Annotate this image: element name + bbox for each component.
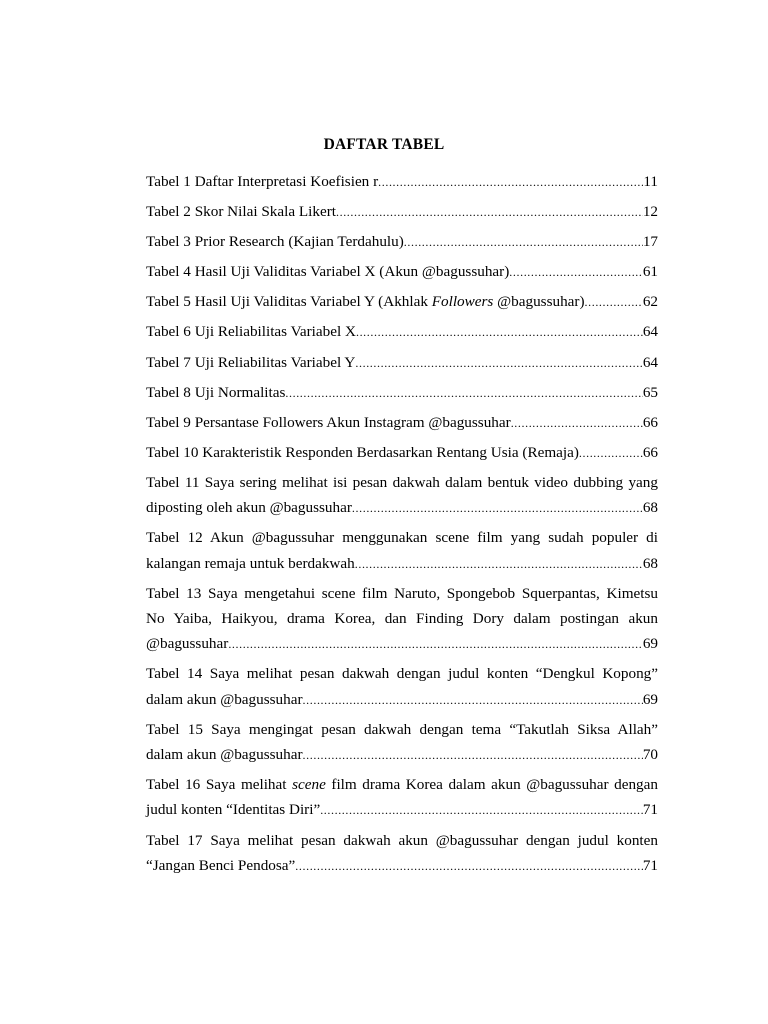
list-item <box>146 440 658 465</box>
entry-page: 68 <box>642 499 658 517</box>
entry-label-line1: Tabel 17 Saya melihat pesan dakwah akun @bagussuhar dengan judul konten <box>146 831 658 849</box>
list-item <box>146 259 658 284</box>
dot-leader <box>285 381 642 406</box>
dot-leader <box>352 496 643 521</box>
list-item <box>146 661 658 712</box>
list-item <box>146 380 658 405</box>
entry-label: Tabel 3 Prior Research (Kajian Terdahulu) <box>146 233 404 251</box>
entry-label-part: Tabel 5 Hasil Uji Validitas Variabel Y (Akhlak <box>146 293 432 311</box>
dot-leader <box>355 552 643 577</box>
entry-label-line2: judul konten “Identitas Diri” <box>146 801 321 819</box>
entry-page: 71 <box>642 801 658 819</box>
entry-label-line2: kalangan remaja untuk berdakwah <box>146 554 355 572</box>
dot-leader <box>303 743 643 768</box>
entry-label-italic: Followers <box>431 293 494 311</box>
list-item <box>146 169 658 194</box>
dot-leader <box>579 441 643 466</box>
entry-label: Tabel 4 Hasil Uji Validitas Variabel X (Akun @bagussuhar) <box>146 263 510 281</box>
entry-label-line1: Tabel 14 Saya melihat pesan dakwah dengan judul konten “Dengkul Kopong” <box>146 665 658 683</box>
list-item <box>146 289 658 314</box>
entry-label: Tabel 2 Skor Nilai Skala Likert <box>146 203 336 221</box>
entry-label-line2: dalam akun @bagussuhar <box>146 746 303 764</box>
entry-label-line2: diposting oleh akun @bagussuhar <box>146 499 352 517</box>
dot-leader <box>303 688 643 713</box>
entry-label: Tabel 6 Uji Reliabilitas Variabel X <box>146 323 356 341</box>
entry-label: Tabel 7 Uji Reliabilitas Variabel Y <box>146 353 356 371</box>
entry-page: 70 <box>642 746 658 764</box>
list-item <box>146 470 658 521</box>
dot-leader <box>295 854 643 879</box>
entry-label: Tabel 9 Persantase Followers Akun Instagram @bagussuhar <box>146 413 511 431</box>
entry-label-line2: dalam akun @bagussuhar <box>146 690 303 708</box>
entry-page: 66 <box>642 413 658 431</box>
dot-leader <box>404 230 643 255</box>
table-list <box>146 169 658 883</box>
entry-page: 69 <box>642 690 658 708</box>
entry-page: 62 <box>642 293 658 311</box>
entry-page: 17 <box>642 233 658 251</box>
entry-page: 12 <box>642 203 658 221</box>
entry-page: 61 <box>642 263 658 281</box>
dot-leader <box>336 200 643 225</box>
entry-label-line1: Tabel 12 Akun @bagussuhar menggunakan scene film yang sudah populer di <box>146 529 658 547</box>
entry-page: 71 <box>642 856 658 874</box>
dot-leader <box>355 351 642 376</box>
entry-label-line2: @bagussuhar <box>146 635 229 653</box>
dot-leader <box>356 320 643 345</box>
entry-label-line1: Tabel 11 Saya sering melihat isi pesan dakwah dalam bentuk video dubbing yang <box>146 473 658 491</box>
entry-page: 66 <box>642 443 658 461</box>
entry-label: Tabel 8 Uji Normalitas <box>146 383 286 401</box>
entry-label-line1 <box>146 772 658 797</box>
list-item <box>146 828 658 879</box>
entry-page: 64 <box>642 323 658 341</box>
entry-label-part: Tabel 16 Saya melihat <box>146 776 293 794</box>
dot-leader <box>509 260 643 285</box>
entry-page: 68 <box>642 554 658 572</box>
entry-page: 69 <box>642 635 658 653</box>
entry-label-line2: “Jangan Benci Pendosa” <box>146 856 296 874</box>
entry-label-part: film drama Korea dalam akun @bagussuhar dengan <box>325 776 658 794</box>
list-item <box>146 525 658 576</box>
entry-label <box>146 289 585 314</box>
page-title: DAFTAR TABEL <box>323 136 445 153</box>
entry-label-part: @bagussuhar) <box>493 293 585 311</box>
entry-label: Tabel 10 Karakteristik Responden Berdasarkan Rentang Usia (Remaja) <box>146 443 579 461</box>
list-item <box>146 199 658 224</box>
dot-leader <box>378 170 643 195</box>
entry-page: 65 <box>642 383 658 401</box>
entry-page: 64 <box>642 353 658 371</box>
list-item <box>146 319 658 344</box>
list-item <box>146 772 658 823</box>
dot-leader <box>511 411 643 436</box>
entry-label: Tabel 1 Daftar Interpretasi Koefisien r <box>146 173 379 190</box>
dot-leader <box>228 632 642 657</box>
entry-label-line1b: No Yaiba, Haikyou, drama Korea, dan Finding Dory dalam postingan akun <box>146 610 658 628</box>
list-item <box>146 350 658 375</box>
entry-label-italic: scene <box>292 776 326 794</box>
list-item <box>146 229 658 254</box>
list-item <box>146 410 658 435</box>
entry-page: 11 <box>643 173 658 190</box>
dot-leader <box>585 290 643 315</box>
entry-label-line1: Tabel 15 Saya mengingat pesan dakwah dengan tema “Takutlah Siksa Allah” <box>146 720 658 738</box>
list-item <box>146 581 658 657</box>
entry-label-line1: Tabel 13 Saya mengetahui scene film Naruto, Spongebob Squerpantas, Kimetsu <box>146 584 658 602</box>
list-item <box>146 717 658 768</box>
dot-leader <box>320 798 643 823</box>
